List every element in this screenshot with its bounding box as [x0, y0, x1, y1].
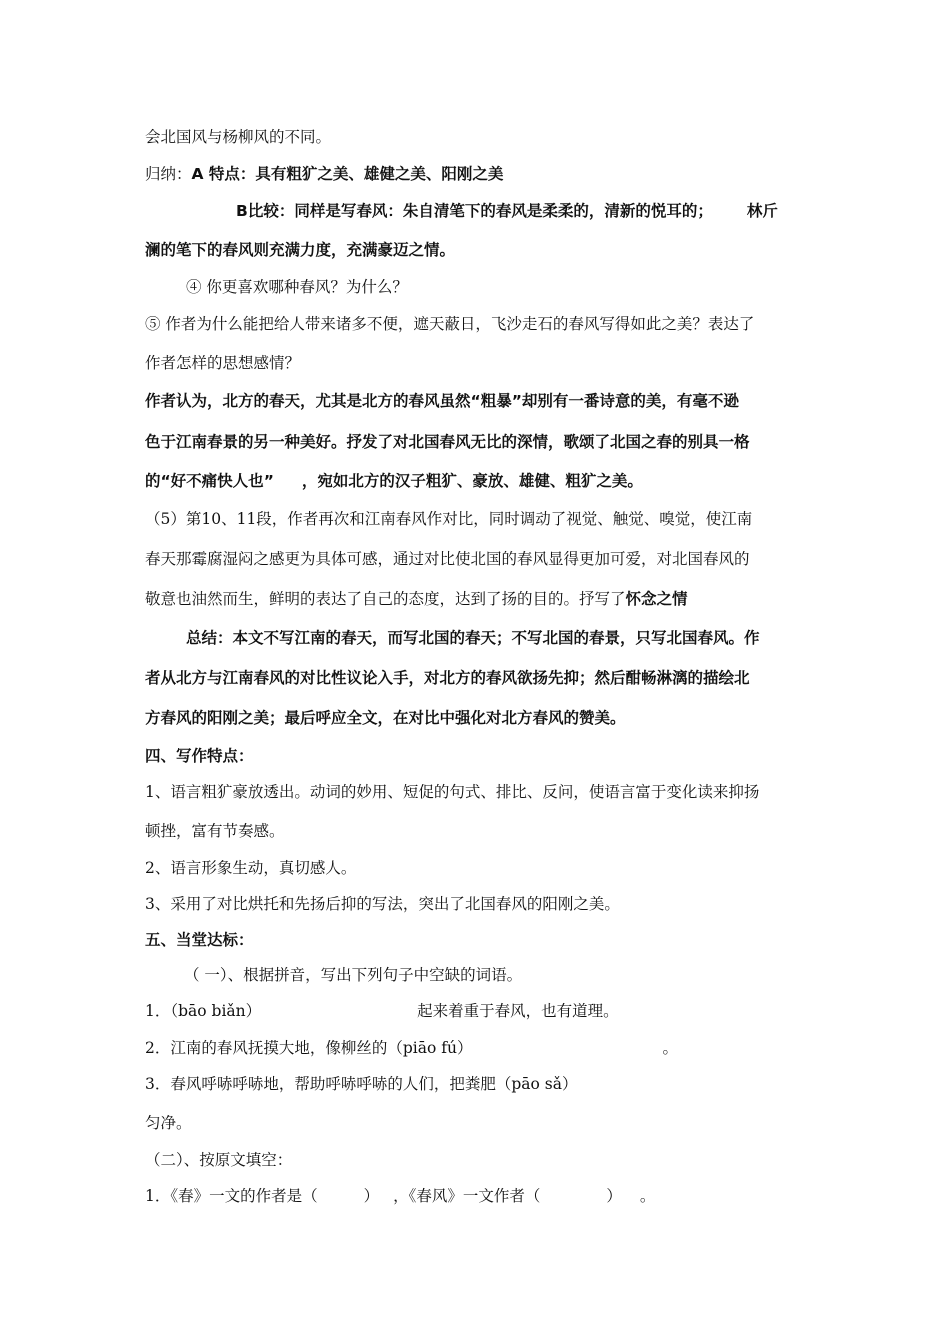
comparison-line: [236, 200, 778, 222]
heading-text: 五、当堂达标：: [145, 931, 254, 949]
conclusion-line: [145, 667, 750, 689]
list-item-cont: [145, 820, 285, 842]
bold-text: 澜的笔下的春风则充满力度，充满豪迈之情。: [145, 241, 456, 259]
text: 2、语言形象生动，真切感人。: [145, 859, 357, 877]
text: 敬意也油然而生，鲜明的表达了自己的态度，达到了扬的目的。抒写了: [145, 590, 626, 608]
exercise-item-cont: [145, 1112, 192, 1134]
text: 。: [639, 1187, 656, 1205]
exercise-instruction: [184, 964, 522, 986]
text: 1、语言粗犷豪放透出。动词的妙用、短促的句式、排比、反问，使语言富于变化读来抑扬: [145, 783, 760, 801]
bold-text: 色于江南春景的另一种美好。抒发了对北国春风无比的深情，歌颂了北国之春的别具一格: [145, 433, 750, 451]
text: 匀净。: [145, 1114, 192, 1132]
exercise-item: [145, 1073, 577, 1095]
bold-text: A 特点：具有粗犷之美、雄健之美、阳刚之美: [191, 165, 504, 183]
heading-text: 四、写作特点：: [145, 747, 254, 765]
bold-text: ，宛如北方的汉子粗犷、豪放、雄健、粗犷之美。: [301, 472, 643, 490]
text: 。: [662, 1039, 678, 1057]
text: （5）第10、11段，作者再次和江南春风作对比，同时调动了视觉、触觉、嗅觉，使江南: [145, 510, 753, 528]
summary-line: [145, 163, 503, 185]
exercise-item: [145, 1037, 678, 1059]
text: 1．《春》一文的作者是（: [145, 1187, 318, 1205]
paragraph-5-cont: [145, 588, 688, 610]
list-item: [145, 781, 759, 803]
text: ）: [363, 1187, 380, 1205]
paragraph-5-cont: [145, 548, 750, 570]
bold-text: 方春风的阳刚之美；最后呼应全文，在对比中强化对北方春风的赞美。: [145, 709, 626, 727]
section-heading: [145, 929, 254, 951]
question-5-cont: [145, 352, 300, 374]
exercise-instruction: [145, 1149, 292, 1171]
exercise-item: [145, 1185, 655, 1207]
text: 归纳：: [145, 165, 192, 183]
bold-text: 的“好不痛快人也”: [145, 472, 274, 490]
text: ⑤ 作者为什么能把给人带来诸多不便，遮天蔽日，飞沙走石的春风写得如此之美？表达了: [145, 315, 755, 333]
text: ，《春风》一文作者（: [393, 1187, 541, 1205]
answer-line: [145, 390, 739, 412]
text: 3、采用了对比烘托和先扬后抑的写法，突出了北国春风的阳刚之美。: [145, 895, 620, 913]
conclusion-line: [186, 627, 760, 649]
text: 作者怎样的思想感情？: [145, 354, 301, 372]
paragraph-5: [145, 508, 752, 530]
text: 会北国风与杨柳风的不同。: [145, 128, 332, 146]
bold-text: 林斤: [746, 202, 778, 220]
text: ④ 你更喜欢哪种春风？为什么？: [186, 278, 408, 296]
exercise-item: [145, 1000, 619, 1022]
text: 3．春风呼哧呼哧地，帮助呼哧呼哧的人们，把粪肥（pāo sǎ）: [145, 1075, 578, 1093]
text: 春天那霉腐湿闷之感更为具体可感，通过对比使北国的春风显得更加可爱，对北国春风的: [145, 550, 750, 568]
list-item: [145, 857, 356, 879]
list-item: [145, 893, 620, 915]
text: 起来着重于春风，也有道理。: [417, 1002, 619, 1020]
answer-line: [145, 431, 750, 453]
question-4: [186, 276, 408, 298]
bold-text: B比较：同样是写春风：朱自清笔下的春风是柔柔的，清新的悦耳的；: [236, 202, 713, 220]
text: 顿挫，富有节奏感。: [145, 822, 285, 840]
text: （二）、按原文填空：: [145, 1151, 293, 1169]
bold-text: 者从北方与江南春风的对比性议论入手，对北方的春风欲扬先抑；然后酣畅淋漓的描绘北: [145, 669, 750, 687]
text: 1．（bāo biǎn）: [145, 1002, 262, 1020]
bold-text: 怀念之情: [625, 590, 688, 608]
comparison-line-cont: [145, 239, 455, 261]
text: （ 一）、根据拼音，写出下列句子中空缺的词语。: [184, 966, 523, 984]
text-line: [145, 126, 331, 148]
bold-text: 总结：本文不写江南的春天，而写北国的春天；不写北国的春景，只写北国春风。作: [186, 629, 760, 647]
text: 2．江南的春风抚摸大地，像柳丝的（piāo fú）: [145, 1039, 473, 1057]
question-5: [145, 313, 754, 335]
text: ）: [606, 1187, 622, 1205]
section-heading: [145, 745, 254, 767]
conclusion-line: [145, 707, 626, 729]
answer-line: [145, 470, 643, 492]
bold-text: 作者认为，北方的春天，尤其是北方的春风虽然“粗暴”却别有一番诗意的美，有毫不逊: [145, 392, 739, 410]
